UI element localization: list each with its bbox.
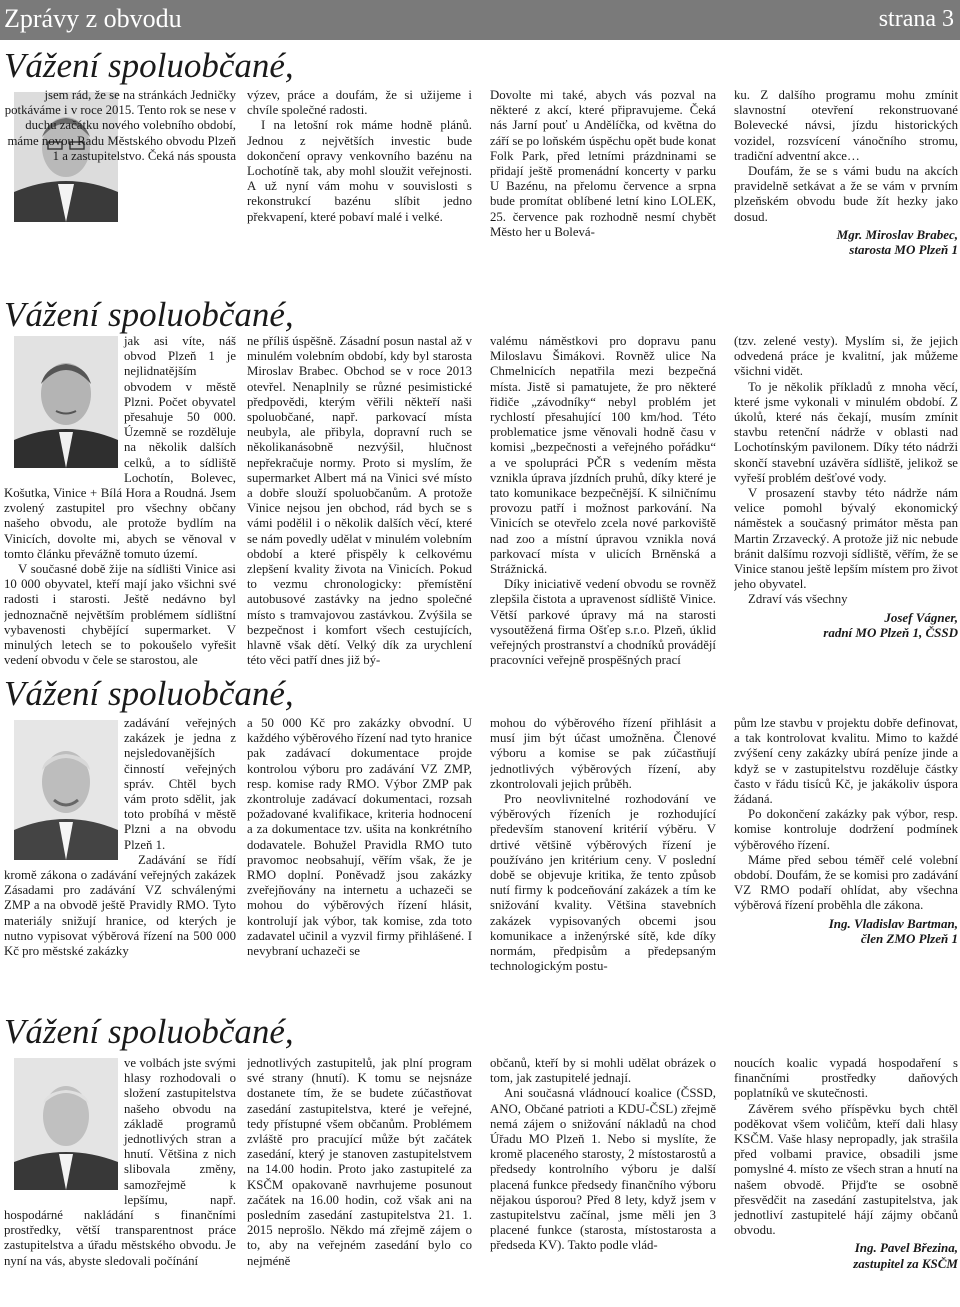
paragraph: pům lze stavbu v projektu dobře definovat, a tak kontrolovat kvalitu. Mimo to každé zvýšení ceny zakázky ubírá peníze jinde a když se v zastupitelstvu rozděluje částky často v řádu tisíců Kč, je jakákoliv úspora žádaná. bbox=[734, 716, 958, 807]
page-number: strana 3 bbox=[878, 6, 954, 32]
photo-spacer bbox=[4, 716, 124, 866]
section-title: Zprávy z obvodu bbox=[4, 4, 182, 33]
article-3-signature-name: Ing. Vladislav Bartman, bbox=[828, 915, 958, 931]
paragraph: a 50 000 Kč pro zakázky obvodní. U každého výběrového řízení nad tyto hranice pak zadávací dokumentace projde kontrolou výboru pro zadávání VZ ZMP, resp. komise rady RMO. Výbor ZMP pak zkontroluje zadávací dokumentaci, rozsah požadované kvalifikace, kriteria hodnocení a za dokumentace tzv. ušita na konkrétního dodavatele. Bohužel Pravidla RMO tuto pravomoc neobsahují, věřím však, že je RMO doplní. Poněvadž jsou zakázky zveřejňovány na internetu a uchazeči se mohou do výběrových řízení hlásit, kontrolují jak výbor, tak komise, zda toto zadavatel učinil a vyzvil firmy přihlášené. I nevybraní uchazeči se bbox=[247, 716, 472, 959]
article-1-col-4 bbox=[734, 88, 958, 258]
paragraph: výzev, práce a doufám, že si užijeme i chvíle společné radosti. bbox=[247, 88, 472, 118]
paragraph: Doufám, že se s vámi budu na akcích pravidelně setkávat a že se vám v prvním plzeňském obvodu bude žít hezky jako dosud. bbox=[734, 164, 958, 224]
paragraph: jak asi víte, náš obvod Plzeň 1 je nejlidnatějším obvodem v městě Plzni. Počet obyvatel přesahuje 50 000. Územně se rozděluje na několik dalších celků, a to sídliště Lochotín, Bolevec, Košutka, Vinice + Bílá Hora a Roudná. Jsem zvolený zastupitel pro všechny občany našeho obvodu, ale protože bydlím na Vinicích, dovolte mi, abych se věnoval v tomto článku převážně tomuto území. bbox=[4, 334, 236, 561]
article-3-col-1 bbox=[4, 716, 236, 959]
article-2-col-2 bbox=[247, 334, 472, 668]
article-1-signature-role: starosta MO Plzeň 1 bbox=[849, 242, 958, 258]
paragraph: Ani současná vládnoucí koalice (ČSSD, ANO, Občané patrioti a KDU-ČSL) zřejmě nemá zájem o snižování nákladů na chod Úřadu MO Plzeň 1. Nebo si myslíte, že kromě placeného starosty, 2 místostarostů a předsedy kontrolního výboru je další placená funkce předsedy finančního výboru nějakou úsporou? Před 8 lety, když jsem v zastupitelstvu začínal, jsme měli jen 3 placené funkce (starosta, místostarosta a předseda KV). Takto podle vlád- bbox=[490, 1086, 716, 1253]
paragraph: noucích koalic vypadá hospodaření s finančními prostředky daňových poplatníků ve skutečnosti. bbox=[734, 1056, 958, 1101]
photo-spacer bbox=[4, 334, 124, 476]
article-4-col-2 bbox=[247, 1056, 472, 1269]
article-3-col-3 bbox=[490, 716, 716, 974]
paragraph: ve volbách jste svými hlasy rozhodovali o složení zastupitelstva našeho obvodu na základě programů jednotlivých stran a hnutí. Většina z nich slibovala změny, samozřejmě k lepšímu, např. hospodárné nakládání s finančními prostředky, větší transparentnost práce zastupitelstva a úřadu městského obvodu. Je nyní na vás, abyste sledovali počínání bbox=[4, 1056, 236, 1268]
paragraph: Máme před sebou téměř celé volební období. Doufám, že se komisi pro zadávání VZ RMO podaří ohlídat, aby všechna výběrová řízení proběhla dle zákona. bbox=[734, 852, 958, 913]
article-4-col-1 bbox=[4, 1056, 236, 1269]
paragraph: zadávání veřejných zakázek je jedna z nejsledovanějších činností veřejných správ. Chtěl bych vám proto sdělit, jak toto probíhá v městě Plzni a na obvodu Plzeň 1. bbox=[124, 716, 236, 852]
article-2-col-4 bbox=[734, 334, 958, 640]
article-1-heading: Vážení spoluobčané, bbox=[4, 46, 294, 85]
paragraph: jsem rád, že se na stránkách Jedničky potkáváme i v roce 2015. Tento rok se nese v duchu začátku nového volebního období, máme novou Radu Městského obvodu Plzeň 1 a zastupitelstvo. Čeká nás spousta bbox=[4, 88, 236, 163]
article-1-col-2 bbox=[247, 88, 472, 225]
paragraph: jednotlivých zastupitelů, jak plní program své strany (hnutí). K tomu se nejsnáze dostanete tím, že se budete zúčastňovat zasedání zastupitelstva, které je veřejné, tedy přístupné všem občanům. Problémem zvláště pro pracující může být začátek zasedání, který je stanoven zastupitelstvem na 14.00 hodin. Proto jako zastupitelé za KSČM opakovaně navrhujeme posunout začátek na 16.00 hodin, což však ani na posledním zasedání zastupitelstva 21. 1. 2015 neprošlo. Někdo má zřejmě zájem o to, aby na veřejném zasedání bylo co nejméně bbox=[247, 1056, 472, 1268]
article-2-col-1 bbox=[4, 334, 236, 668]
paragraph: Díky iniciativě vedení obvodu se rovněž zlepšila čistota a upravenost sídliště Vinice. Větší parkové úpravy má na starosti vysoutěžená firma Ošťep s.r.o. Plzeň, úklid veřejných prostranství a chodníků provádějí pracovníci veřejně prospěšných prací bbox=[490, 577, 716, 668]
article-3-heading: Vážení spoluobčané, bbox=[4, 674, 294, 713]
paragraph: valému náměstkovi pro dopravu panu Miloslavu Šimákovi. Rovněž ulice Na Chmelnicích nepatřila mezi bezpečná místa. Jistě si pamatujete, že pro některé řidiče „závodníky“ nebyl problém jet rychlostí přesahující 100 km/hod. Této problematice jsme věnovali hodně času v komisi „bezpečnosti a veřejného pořádku“ a ve spolupráci PČR s vedením města vznikla úprava jízdních pruhů, díky které je tato komunikace bezpečnější. K silničnímu provozu patří i možnost parkování. Na Vinicích se otevřelo zcela nové parkoviště nad zoo a místní úpravou vznikla nová parkovací místa v ulicích Brněnská a Strážnická. bbox=[490, 334, 716, 577]
paragraph: (tzv. zelené vesty). Myslím si, že jejich odvedená práce je kvalitní, jak můžeme všichni vidět. bbox=[734, 334, 958, 379]
paragraph: I na letošní rok máme hodně plánů. Jednou z největších investic bude dokončení opravy venkovního bazénu na Lochotíně tak, aby mohl sloužit veřejnosti. A už nyní vám mohu v souvislosti s rekonstrukcí bazénu slíbit jedno překvapení, které pobaví malé i velké. bbox=[247, 118, 472, 224]
photo-spacer bbox=[4, 1056, 124, 1196]
article-2-col-3 bbox=[490, 334, 716, 668]
article-1-signature-name: Mgr. Miroslav Brabec, bbox=[836, 226, 958, 242]
article-3-col-2 bbox=[247, 716, 472, 959]
paragraph: Dovolte mi také, abych vás pozval na některé z akcí, které připravujeme. Čeká nás Jarní pouť u Andělíčka, od května do září se po loňském úspěchu opět bude konat Folk Park, před letními prázdninami se přidají ještě promenádní koncerty v parku U Bazénu, na přelomu července a srpna bude promítat oblíbené letní kino LOLEK, 25. července pak rozhodně nesmí chybět Město her u Bolevá- bbox=[490, 88, 716, 239]
article-1-col-3 bbox=[490, 88, 716, 240]
page-header bbox=[0, 0, 960, 40]
article-4-col-3 bbox=[490, 1056, 716, 1254]
paragraph: V současné době žije na sídlišti Vinice asi 10 000 obyvatel, kteří mají jako všichni své radosti i starosti. Ještě nedávno byl jednoznačně největším problémem sídlištní vybavenosti chybějící supermarket. V minulých letech se to pokoušelo vyřešit vedení obvodu v čele se starostou, ale bbox=[4, 562, 236, 668]
article-3-signature-role: člen ZMO Plzeň 1 bbox=[860, 931, 958, 947]
article-3-col-4 bbox=[734, 716, 958, 946]
paragraph: Závěrem svého příspěvku bych chtěl poděkovat všem voličům, kteří dali hlasy KSČM. Vaše hlasy nepropadly, jak strašila před volbami pravice, obsadili jsme pomyslné 4. místo ze všech stran a hnutí na našem obvodě. Přijďte se osobně přesvědčit na zasedání zastupitelstva, jak jednotliví zastupitelé hájí zájmy občanů obvodu. bbox=[734, 1101, 958, 1238]
paragraph: V prosazení stavby této nádrže nám velice pomohl bývalý ekonomický náměstek a současný primátor města pan Martin Zrzavecký. A protože již nic nebude bránit dalšímu rozvoji sídliště, věřím, že se Vinice stanou ještě lepším místem pro život jeho obyvatel. bbox=[734, 486, 958, 592]
paragraph: Zadávání se řídí kromě zákona o zadávání veřejných zakázek Zásadami pro zadávání VZ schválenými ZMP a na obvodě ještě Pravidly RMO. Tyto materiály snižují hranice, od kterých je nutno vypisovat výběrová řízení na 500 000 Kč pro městské zakázky bbox=[4, 852, 236, 959]
article-1-col-1 bbox=[4, 88, 236, 164]
article-2-heading: Vážení spoluobčané, bbox=[4, 295, 294, 334]
paragraph: ne příliš úspěšně. Zásadní posun nastal až v minulém volebním období, kdy byl starosta Miroslav Brabec. Obchod se v roce 2013 otevřel. Nenaplnily se různé pesimistické předpovědi, kterým věřili někteří naši spoluobčané, např. parkovací místa neubyla, ale přibyla, dopravní ruch se několikanásobně nezvýšil, hlučnost nepřekračuje normy. Proto si myslím, že supermarket Albert má na Vinici své místo a dobře slouží spoluobčanům. A protože Vinice nejsou jen obchod, rád bych se s vámi podělil i o několik dalších věcí, které se nám povedly udělat v minulém volebním období a které přispěly k celkovému zlepšení kvality života na Vinicích. Pokud to vezmu chronologicky: přemístění autobusové zastávky na jedno společné místo s tramvajovou zastávkou. Zvýšila se bezpečnost i komfort všech cestujících, hlavně však dětí. Velký dík za urychlení této věci patří dnes již bý- bbox=[247, 334, 472, 668]
paragraph: Zdraví vás všechny bbox=[748, 592, 848, 607]
article-2-signature-name: Josef Vágner, bbox=[884, 609, 958, 625]
paragraph: Pro neovlivnitelné rozhodování ve výběrových řízeních je rozhodující především stanovení kritérií výběru. V drtivé většině výběrových řízení je používáno jen kritérium ceny. V poslední době se objevuje kritika, že tento způsob nutí firmy k podceňování zakázek a tím ke snižování kvality. Většina stavebních zakázek vypisovaných obcemi jsou komunikace a inženýrské sítě, kde díky normám, předpisům a předepsaným technologickým postu- bbox=[490, 792, 716, 974]
paragraph: občanů, kteří by si mohli udělat obrázek o tom, jak zastupitelé jednají. bbox=[490, 1056, 716, 1086]
article-4-signature-name: Ing. Pavel Březina, bbox=[854, 1240, 958, 1256]
article-4-col-4 bbox=[734, 1056, 958, 1271]
article-4-heading: Vážení spoluobčané, bbox=[4, 1012, 294, 1051]
paragraph: Po dokončení zakázky pak výbor, resp. komise kontroluje dodržení podmínek výběrového řízení. bbox=[734, 807, 958, 852]
article-4-signature-role: zastupitel za KSČM bbox=[853, 1255, 958, 1271]
paragraph: mohou do výběrového řízení přihlásit a musí jim být účast umožněna. Členové výboru a komise se pak zúčastňují jednotlivých výběrových řízení, aby zkontrolovali jejich průběh. bbox=[490, 716, 716, 791]
article-2-signature-role: radní MO Plzeň 1, ČSSD bbox=[823, 625, 958, 641]
paragraph: To je několik příkladů z mnoha věcí, které jsme vykonali v minulém období. Z úkolů, které nás čekají, musím zmínit stavbu retenční nádrže v oblasti nad Lochotínským pavilonem. Díky této nádrži skončí stavební uzávěra sídliště, jelikož se vyřeší problém dešťové vody. bbox=[734, 379, 958, 485]
paragraph: ku. Z dalšího programu mohu zmínit slavnostní otevření rekonstruované Bolevecké návsi, jízdu historických vozidel, rozsvícení vánočního stromu, tradiční adventní akce… bbox=[734, 88, 958, 163]
